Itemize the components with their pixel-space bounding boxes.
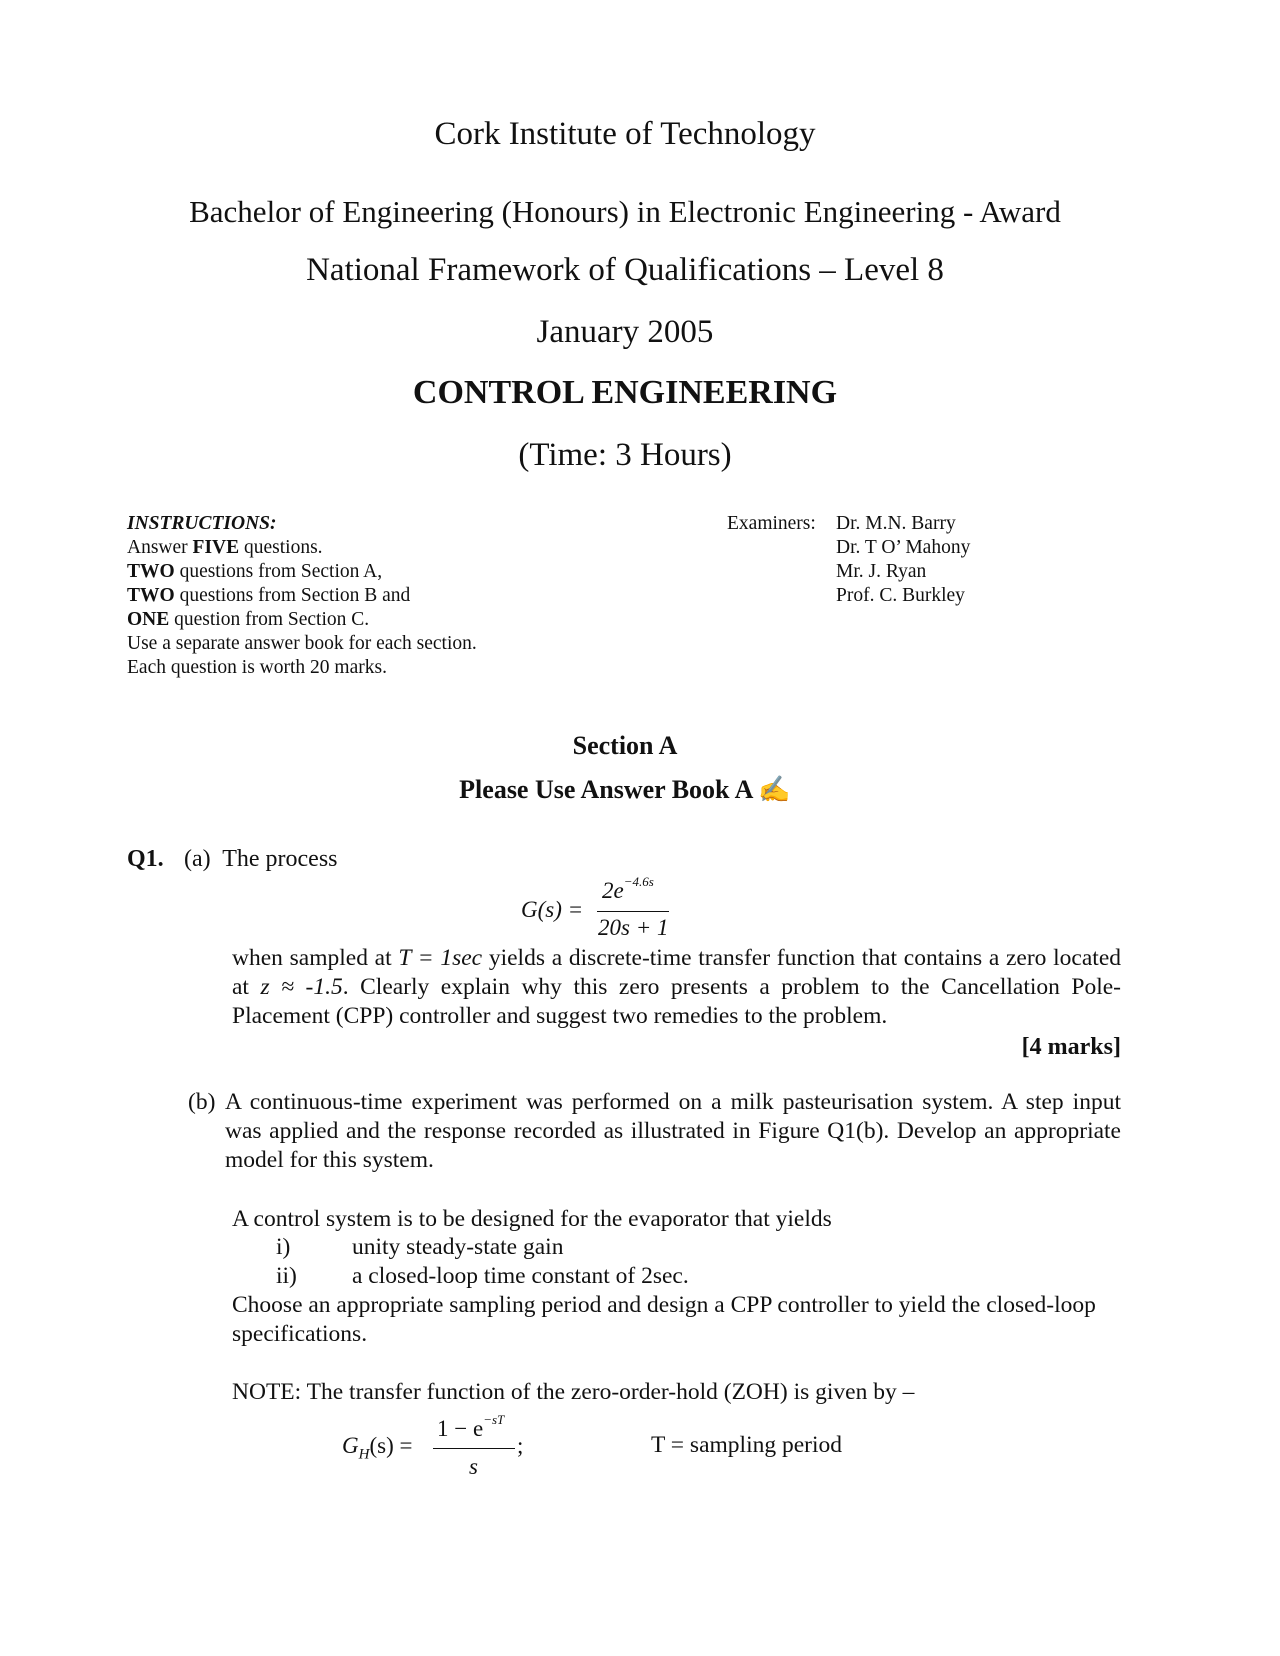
spec-item-text: unity steady-state gain — [352, 1234, 564, 1260]
part-b-label: (b) — [188, 1089, 216, 1115]
examiners-label: Examiners: — [727, 513, 816, 534]
examiner-name: Dr. T O’ Mahony — [836, 537, 971, 558]
eq2-semicolon: ; — [517, 1433, 524, 1458]
control-intro: A control system is to be designed for the evaporator that yields — [232, 1206, 832, 1232]
instructions-block — [127, 512, 477, 680]
part-a-intro — [184, 846, 338, 873]
instruction-emphasis: FIVE — [192, 537, 240, 558]
instruction-text: Answer — [127, 537, 193, 558]
instruction-emphasis: TWO — [127, 561, 175, 582]
spec-item-text: a closed-loop time constant of 2sec. — [352, 1263, 689, 1289]
section-title: Section A — [572, 731, 678, 760]
institution-title: Cork Institute of Technology — [434, 116, 816, 152]
eq2-num-base: 1 − e — [437, 1416, 484, 1441]
zoh-note: NOTE: The transfer function of the zero-order-hold (ZOH) is given by – — [232, 1379, 915, 1405]
instruction-line-6: Each question is worth 20 marks. — [127, 657, 387, 678]
eq1-num-base: 2e — [602, 878, 624, 903]
part-a-marks: [4 marks] — [1021, 1034, 1121, 1060]
part-a-zero: z ≈ -1.5 — [260, 974, 343, 1000]
eq1-num-exponent: −4.6s — [623, 874, 654, 889]
sampling-period-definition: T = sampling period — [651, 1432, 843, 1458]
eq2-lhs-symbol: G — [342, 1433, 359, 1458]
part-b-text-block — [188, 1088, 1121, 1175]
exam-duration: (Time: 3 Hours) — [518, 437, 732, 473]
eq2-denominator: s — [469, 1454, 478, 1479]
instruction-text: questions from Section B and — [174, 585, 411, 606]
answer-book-note: Please Use Answer Book A ✍ — [459, 775, 791, 804]
subject-title: CONTROL ENGINEERING — [412, 374, 838, 411]
spec-item-number: i) — [276, 1234, 291, 1260]
eq1-numerator — [602, 874, 654, 904]
eq1-fraction-bar — [597, 911, 669, 912]
part-a-text-3: . Clearly explain why this zero presents a problem to the Cancellation Pole-Placement (CPP) controller and suggest two remedies to the problem. — [232, 974, 1121, 1029]
eq2-lhs — [342, 1433, 412, 1464]
instruction-emphasis: TWO — [127, 585, 175, 606]
choose-text: Choose an appropriate sampling period and design a CPP controller to yield the closed-loop specifications. — [232, 1292, 1096, 1347]
eq2-numerator — [437, 1412, 505, 1442]
programme-title: Bachelor of Engineering (Honours) in Electronic Engineering - Award — [189, 194, 1061, 229]
framework-title: National Framework of Qualifications – Level 8 — [306, 252, 944, 288]
part-b-text: A continuous-time experiment was performed on a milk pasteurisation system. A step input was applied and the response recorded as illustrated in Figure Q1(b). Develop an appropriate model for this system. — [225, 1089, 1121, 1173]
instruction-emphasis: ONE — [127, 609, 170, 630]
part-a-text-2: yields a discrete-time transfer function that contains a zero located at — [232, 945, 1121, 1000]
part-a-intro-text: The process — [222, 846, 338, 872]
instruction-line-5: Use a separate answer book for each section. — [127, 633, 477, 654]
part-a-text-1: when sampled at — [232, 945, 399, 971]
instruction-text: question from Section C. — [169, 609, 370, 630]
part-a-text — [232, 944, 1121, 1031]
part-a-label: (a) — [184, 846, 211, 872]
instruction-line-4 — [127, 608, 477, 632]
examiner-name: Dr. M.N. Barry — [836, 513, 956, 534]
eq2-lhs-subscript: H — [358, 1446, 370, 1463]
instruction-line-2 — [127, 560, 477, 584]
eq2-num-exponent: −sT — [483, 1412, 505, 1427]
examiner-name: Mr. J. Ryan — [836, 561, 927, 582]
instruction-line-1 — [127, 536, 477, 560]
eq1-lhs: G(s) = — [521, 897, 584, 922]
eq2-lhs-argument: (s) = — [369, 1433, 413, 1458]
instruction-text: questions. — [239, 537, 323, 558]
examiners-list — [836, 512, 970, 608]
spec-item-number: ii) — [276, 1263, 297, 1289]
part-a-sample-period: T = 1sec — [398, 945, 483, 971]
eq1-denominator: 20s + 1 — [598, 915, 669, 940]
instruction-text: questions from Section A, — [174, 561, 383, 582]
instruction-line-3 — [127, 584, 477, 608]
eq2-fraction-bar — [433, 1448, 515, 1449]
question-number: Q1. — [127, 846, 164, 872]
instructions-title: INSTRUCTIONS: — [127, 513, 277, 534]
exam-date: January 2005 — [536, 314, 714, 350]
examiner-name: Prof. C. Burkley — [836, 585, 965, 606]
